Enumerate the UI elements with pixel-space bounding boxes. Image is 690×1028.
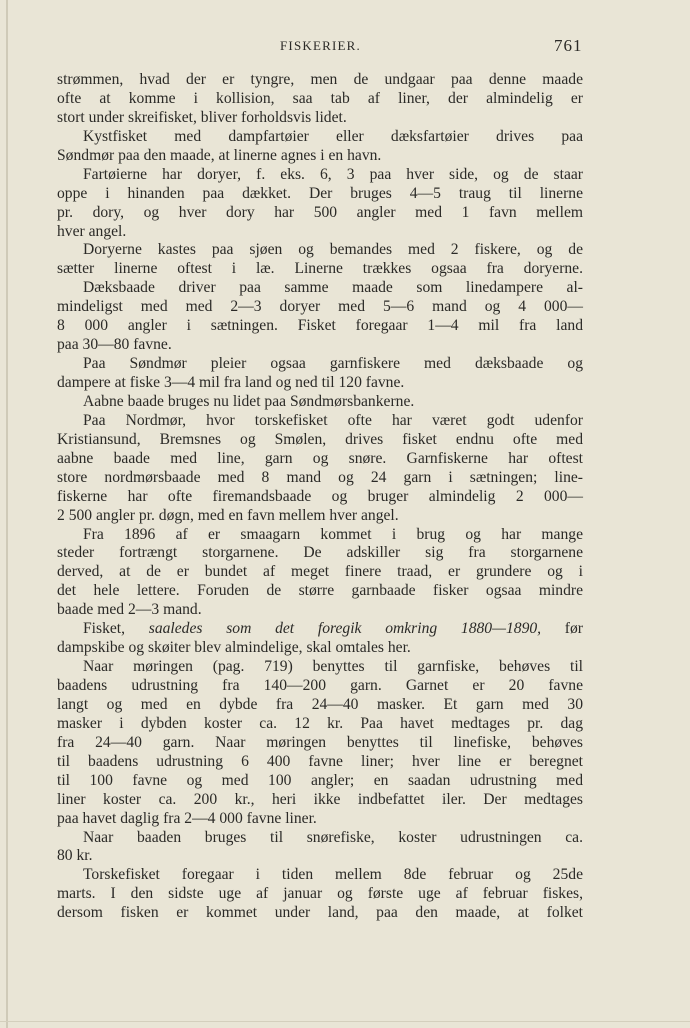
text-line: mindeligst med med 2—3 doryer med 5—6 mand og 4 000— [57,298,583,316]
text-line: hver angel. [57,222,127,240]
text-line: Torskefisket foregaar i tiden mellem 8de februar og 25de [83,866,583,884]
text-line: langt og med en dybde fra 24—40 masker. Et garn med 30 [57,695,583,713]
text-line: derved, at de er bundet af meget finere traad, er grundere og i [57,563,583,581]
text-line: Fra 1896 af er smaagarn kommet i brug og har mange [83,525,583,543]
page-bottom-edge [0,1021,690,1022]
text-line: Kystfisket med dampfartøier eller dæksfartøier drives paa [83,127,583,145]
page-left-edge [6,0,8,1028]
text-line: det hele lettere. Foruden de større garnbaade fisker ogsaa mindre [57,582,583,600]
text-line: pr. dory, og hver dory har 500 angler med 1 favn mellem [57,203,583,221]
text-line: til baadens udrustning 6 400 favne liner; hver line er beregnet [57,752,583,770]
text-line: strømmen, hvad der er tyngre, men de undgaar paa denne maade [57,71,583,88]
text-line: Fartøierne har doryer, f. eks. 6, 3 paa hver side, og de staar [83,165,583,183]
page-header [0,38,690,58]
text-line: 2 500 angler pr. døgn, med en favn mellem hver angel. [57,506,399,524]
text-line: Naar møringen (pag. 719) benyttes til garnfiske, behøves til [83,658,583,676]
text-line: fra 24—40 garn. Naar møringen benyttes til linefiske, behøves [57,733,583,751]
text-line: paa havet daglig fra 2—4 000 favne liner. [57,809,317,827]
text-line: oppe i hinanden paa dækket. Der bruges 4—5 traug til linerne [57,184,583,202]
text-line: fiskerne har ofte firemandsbaade og bruger almindelig 2 000— [57,487,583,505]
text-line: Kristiansund, Bremsnes og Smølen, drives fisket endnu ofte med [57,430,583,448]
text-line: dampere at fiske 3—4 mil fra land og ned til 120 favne. [57,374,405,391]
text-line: steder fortrængt storgarnene. De adskiller sig fra storgarnene [57,544,583,562]
running-head: FISKERIER. [280,38,361,53]
text-line: aabne baade med line, garn og snøre. Garnfiskerne har oftest [57,449,583,467]
text-line: stort under skreifisket, bliver forholdsvis lidet. [57,108,347,126]
text-line: Aabne baade bruges nu lidet paa Søndmørsbankerne. [83,392,415,410]
text-line: liner koster ca. 200 kr., heri ikke indbefattet iler. Der medtages [57,790,583,808]
text-line: dampskibe og skøiter blev almindelige, skal omtales her. [57,639,411,657]
text-line: Fisket, saaledes som det foregik omkring 1880—1890, før [83,620,583,638]
text-line: baade med 2—3 mand. [57,601,202,619]
text-line: sætter linerne oftest i læ. Linerne trækkes ogsaa fra doryerne. [57,260,583,278]
text-line: 8 000 angler i sætningen. Fisket foregaar 1—4 mil fra land [57,317,583,335]
text-line: baadens udrustning fra 140—200 garn. Garnet er 20 favne [57,677,583,694]
text-line: Paa Nordmør, hvor torskefisket ofte har været godt udenfor [83,411,583,429]
text-line: store nordmørsbaade med 8 mand og 24 garn i sætningen; line- [57,468,583,486]
text-line: Dæksbaade driver paa samme maade som linedampere al- [83,279,583,297]
text-line: 80 kr. [57,847,93,865]
text-line: Naar baaden bruges til snørefiske, koster udrustningen ca. [83,828,583,846]
body-text [57,71,583,923]
text-line: ofte at komme i kollision, saa tab af liner, der almindelig er [57,89,583,107]
text-line: marts. I den sidste uge af januar og første uge af februar fiskes, [57,885,583,903]
text-line: Paa Søndmør pleier ogsaa garnfiskere med dæksbaade og [83,355,583,373]
text-line: Doryerne kastes paa sjøen og bemandes med 2 fiskere, og de [83,241,583,259]
page-number: 761 [554,36,583,55]
italic-phrase: saaledes som det foregik omkring 1880—1890, [148,620,542,638]
text-line: Søndmør paa den maade, at linerne agnes i en havn. [57,146,382,164]
text-line: paa 30—80 favne. [57,336,172,354]
text-line: dersom fisken er kommet under land, paa den maade, at folket [57,904,583,922]
text-line: til 100 favne og med 100 angler; en saadan udrustning med [57,771,583,789]
text-line: masker i dybden koster ca. 12 kr. Paa havet medtages pr. dag [57,714,583,732]
